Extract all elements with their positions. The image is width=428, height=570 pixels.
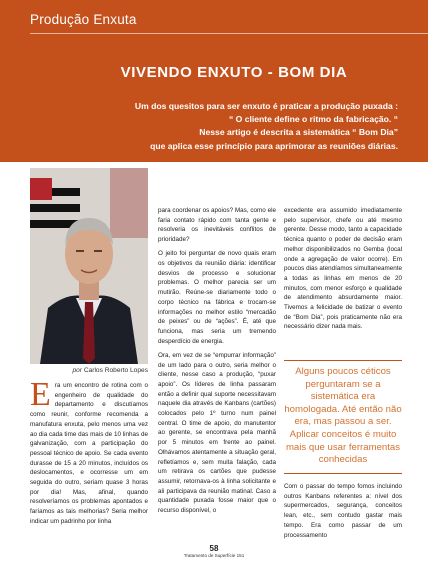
page-footer — [0, 544, 428, 558]
intro-line: “ O cliente define o ritmo da fabricação. “ — [228, 114, 398, 125]
article-column-2 — [158, 206, 276, 520]
drop-cap: E — [30, 376, 51, 413]
intro-line: Um dos quesitos para ser enxuto é praticar a produção puxada : — [134, 101, 398, 111]
article-column-3-continued — [284, 482, 402, 545]
article-column-3 — [284, 206, 402, 337]
paragraph — [30, 376, 148, 527]
article-intro — [68, 100, 398, 153]
paragraph: Ora, em vez de se “empurrar informação” de um lado para o outro, seria melhor o cliente, nesse caso a produção, “puxar apoio”. Os líderes de linha passaram então a definir qual suporte necessitavam naquele dia através de Kanbans (cartões) colocados pelo 1º turno num painel central. O time de apoio, do manutentor ao gerente, se encontrava pela manhã por 5 minutos em frente ao painel. Olhávamos atentamente a situação geral, refletíamos e, sem muita falação, cada um retirava os cartões que pudesse assumir, retornava-os à linha solicitante e ali participava da reunião matinal. Caso a quantidade puxada fosse maior que o recurso disponível, o — [158, 351, 276, 515]
intro-line: Nesse artigo é descrita a sistemática “ Bom Dia” — [199, 127, 398, 138]
page-number: 58 — [209, 544, 219, 553]
photo-caption — [30, 367, 148, 374]
paragraph: para coordenar os apoios? Mas, como ele faria contato rápido com tanta gente e resolveria os inevitáveis conflitos de prioridade? — [158, 207, 276, 244]
pull-quote: Alguns poucos céticos perguntaram se a sistemática era homologada. Até então não era, mas passou a ser. Aplicar conceitos é muito mais que usar ferramentas conhecidas — [284, 360, 402, 474]
paragraph: excedente era assumido imediatamente pelo supervisor, chefe ou até mesmo gerente. Desse modo, tanto a capacidade técnica quanto o poder de decisão eram melhor disponibilizados no Gemba (local onde a agregação de valor ocorre). Em poucos dias atendíamos simultaneamente a todas as linhas em menos de 20 minutos, com menor esforço e qualidade de atendimento absurdamente maior. Tivemos a felicidade de batizar o evento de “Bom Dia”, pois praticamente não era necessário dizer nada mais. — [284, 207, 402, 331]
section-divider — [30, 33, 428, 34]
section-title: Produção Enxuta — [30, 12, 137, 27]
article-column-1 — [30, 376, 148, 531]
author-photo — [30, 168, 148, 364]
article-title: VIVENDO ENXUTO - BOM DIA — [120, 64, 348, 81]
publication-name: Tratamento de Superfície 151 — [183, 553, 245, 558]
caption-author: Carlos Roberto Lopes — [83, 367, 148, 374]
caption-prefix: por — [72, 367, 82, 374]
intro-line: que aplica esse princípio para aprimorar as reuniões diárias. — [150, 140, 398, 151]
paragraph-text: ra um encontro de rotina com o engenheiro de qualidade do departamento e discutíamos como reunir, conforme recomenda a manufatura enxuta, pelo menos uma vez ao dia cada time das mais de 10 linhas de galvanização, com a participação do pessoal técnico de apoio. Se cada evento durasse de 15 a 20 minutos, incluídos os deslocamentos, e ocorresse um em seguida do outro, seriam quase 3 horas por dia! Mas, afinal, quando resolveríamos os problemas apontados e faríamos as tais melhorias? Seria melhor indicar um padrinho por linha — [30, 382, 148, 525]
paragraph: Com o passar do tempo fomos incluindo outros Kanbans referentes a: nível dos supermercados, segurança, conceitos lean, etc., sem contudo gastar mais tempo. Era como passar de um processamento — [284, 483, 402, 539]
paragraph: O jeito foi perguntar de novo quais eram os objetivos da reunião diária: identificar desvios de processo e solucionar problemas. O melhor parecia ser um mutirão. Reúne-se diariamente todo o corpo técnico na fábrica e trocam-se informações no melhor estilo “mercadão de peixes” ou de “ações”. É, até que funciona, mas seria um tremendo desperdício de energia. — [158, 250, 276, 345]
header-band — [0, 0, 428, 162]
